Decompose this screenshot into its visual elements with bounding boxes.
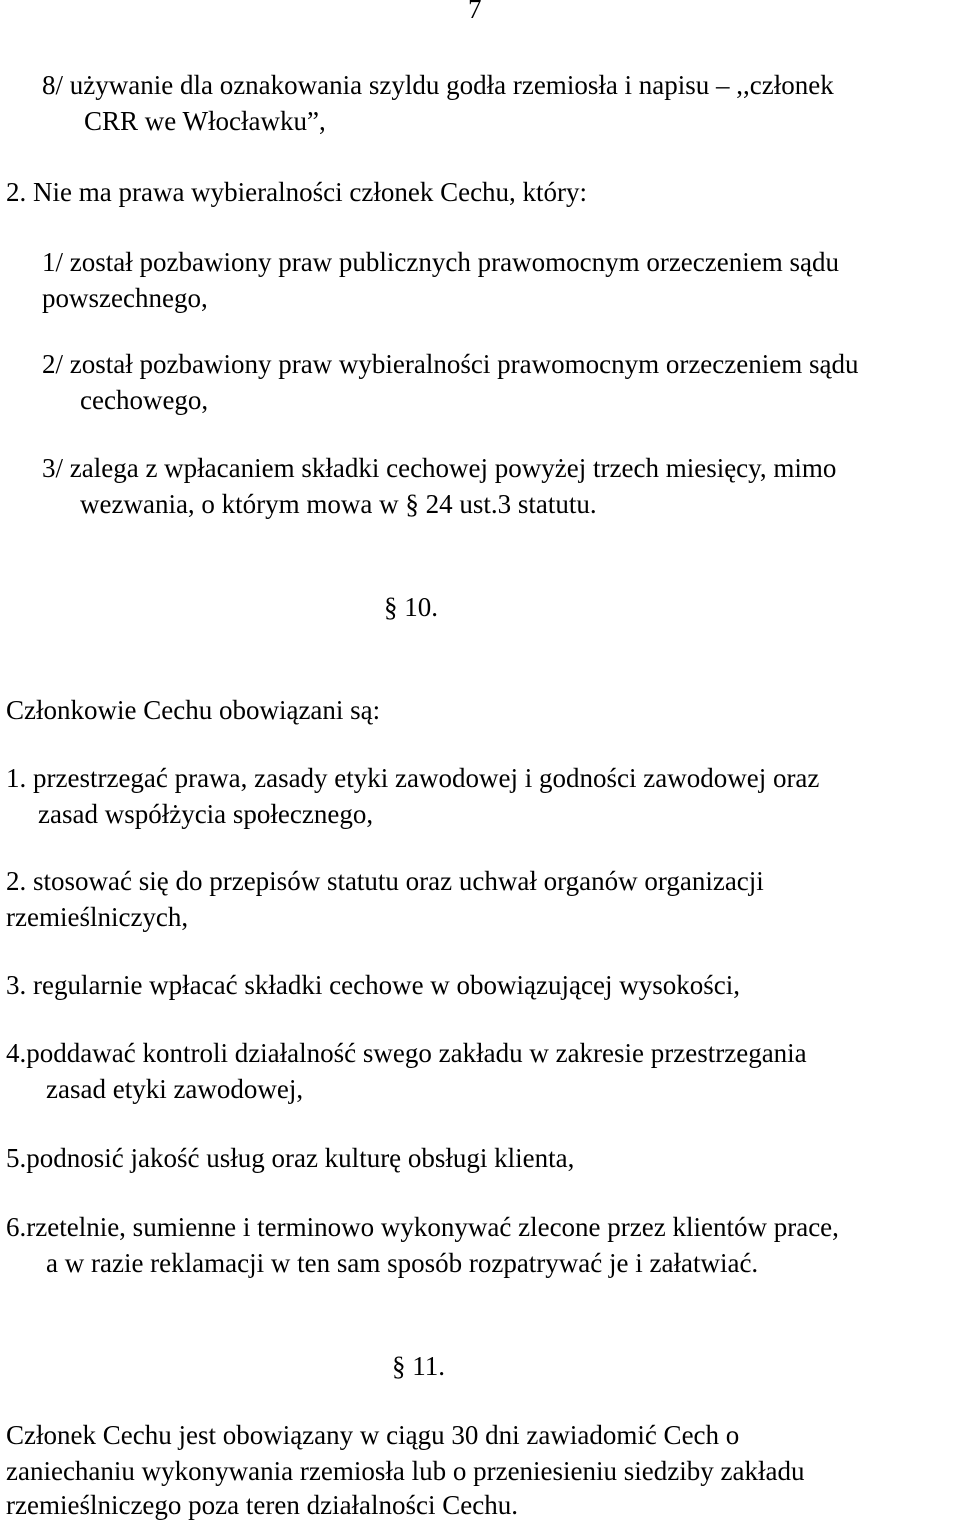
- clause-2-item-1-line2: powszechnego,: [42, 283, 208, 313]
- section-11-line-1: Członek Cechu jest obowiązany w ciągu 30 dni zawiadomić Cech o: [6, 1420, 740, 1450]
- duty-item-6-line1: 6.rzetelnie, sumienne i terminowo wykonywać zlecone przez klientów prace,: [6, 1212, 839, 1242]
- section-11-line-3: rzemieślniczego poza teren działalności Cechu.: [6, 1490, 519, 1520]
- clause-2-heading: 2. Nie ma prawa wybieralności członek Cechu, który:: [6, 177, 588, 207]
- duty-item-3-line1: 3. regularnie wpłacać składki cechowe w obowiązującej wysokości,: [6, 970, 740, 1000]
- duty-item-1-line2: zasad współżycia społecznego,: [38, 799, 374, 829]
- clause-2-item-3-line2: wezwania, o którym mowa w § 24 ust.3 statutu.: [80, 489, 597, 519]
- duty-item-2-line1: 2. stosować się do przepisów statutu oraz uchwał organów organizacji: [6, 866, 764, 896]
- duty-item-4-line2: zasad etyki zawodowej,: [46, 1074, 304, 1104]
- duty-item-4-line1: 4.poddawać kontroli działalność swego zakładu w zakresie przestrzegania: [6, 1038, 807, 1068]
- page-number: 7: [468, 0, 482, 24]
- clause-2-item-3-line1: 3/ zalega z wpłacaniem składki cechowej powyżej trzech miesięcy, mimo: [42, 453, 837, 483]
- section-11-heading: § 11.: [392, 1351, 445, 1381]
- list-item-8-line1: 8/ używanie dla oznakowania szyldu godła rzemiosła i napisu – ,,członek: [42, 70, 834, 100]
- section-11-line-2: zaniechaniu wykonywania rzemiosła lub o przeniesieniu siedziby zakładu: [6, 1456, 805, 1486]
- duty-item-1-line1: 1. przestrzegać prawa, zasady etyki zawodowej i godności zawodowej oraz: [6, 763, 820, 793]
- clause-2-item-2-line1: 2/ został pozbawiony praw wybieralności prawomocnym orzeczeniem sądu: [42, 349, 859, 379]
- duty-item-6-line2: a w razie reklamacji w ten sam sposób rozpatrywać je i załatwiać.: [46, 1248, 759, 1278]
- duty-item-5-line1: 5.podnosić jakość usług oraz kulturę obsługi klienta,: [6, 1143, 575, 1173]
- list-item-8-line2: CRR we Włocławku”,: [84, 106, 326, 136]
- section-10-intro: Członkowie Cechu obowiązani są:: [6, 695, 381, 725]
- clause-2-item-2-line2: cechowego,: [80, 385, 209, 415]
- clause-2-item-1-line1: 1/ został pozbawiony praw publicznych prawomocnym orzeczeniem sądu: [42, 247, 839, 277]
- duty-item-2-line2: rzemieślniczych,: [6, 902, 189, 932]
- section-10-heading: § 10.: [384, 592, 438, 622]
